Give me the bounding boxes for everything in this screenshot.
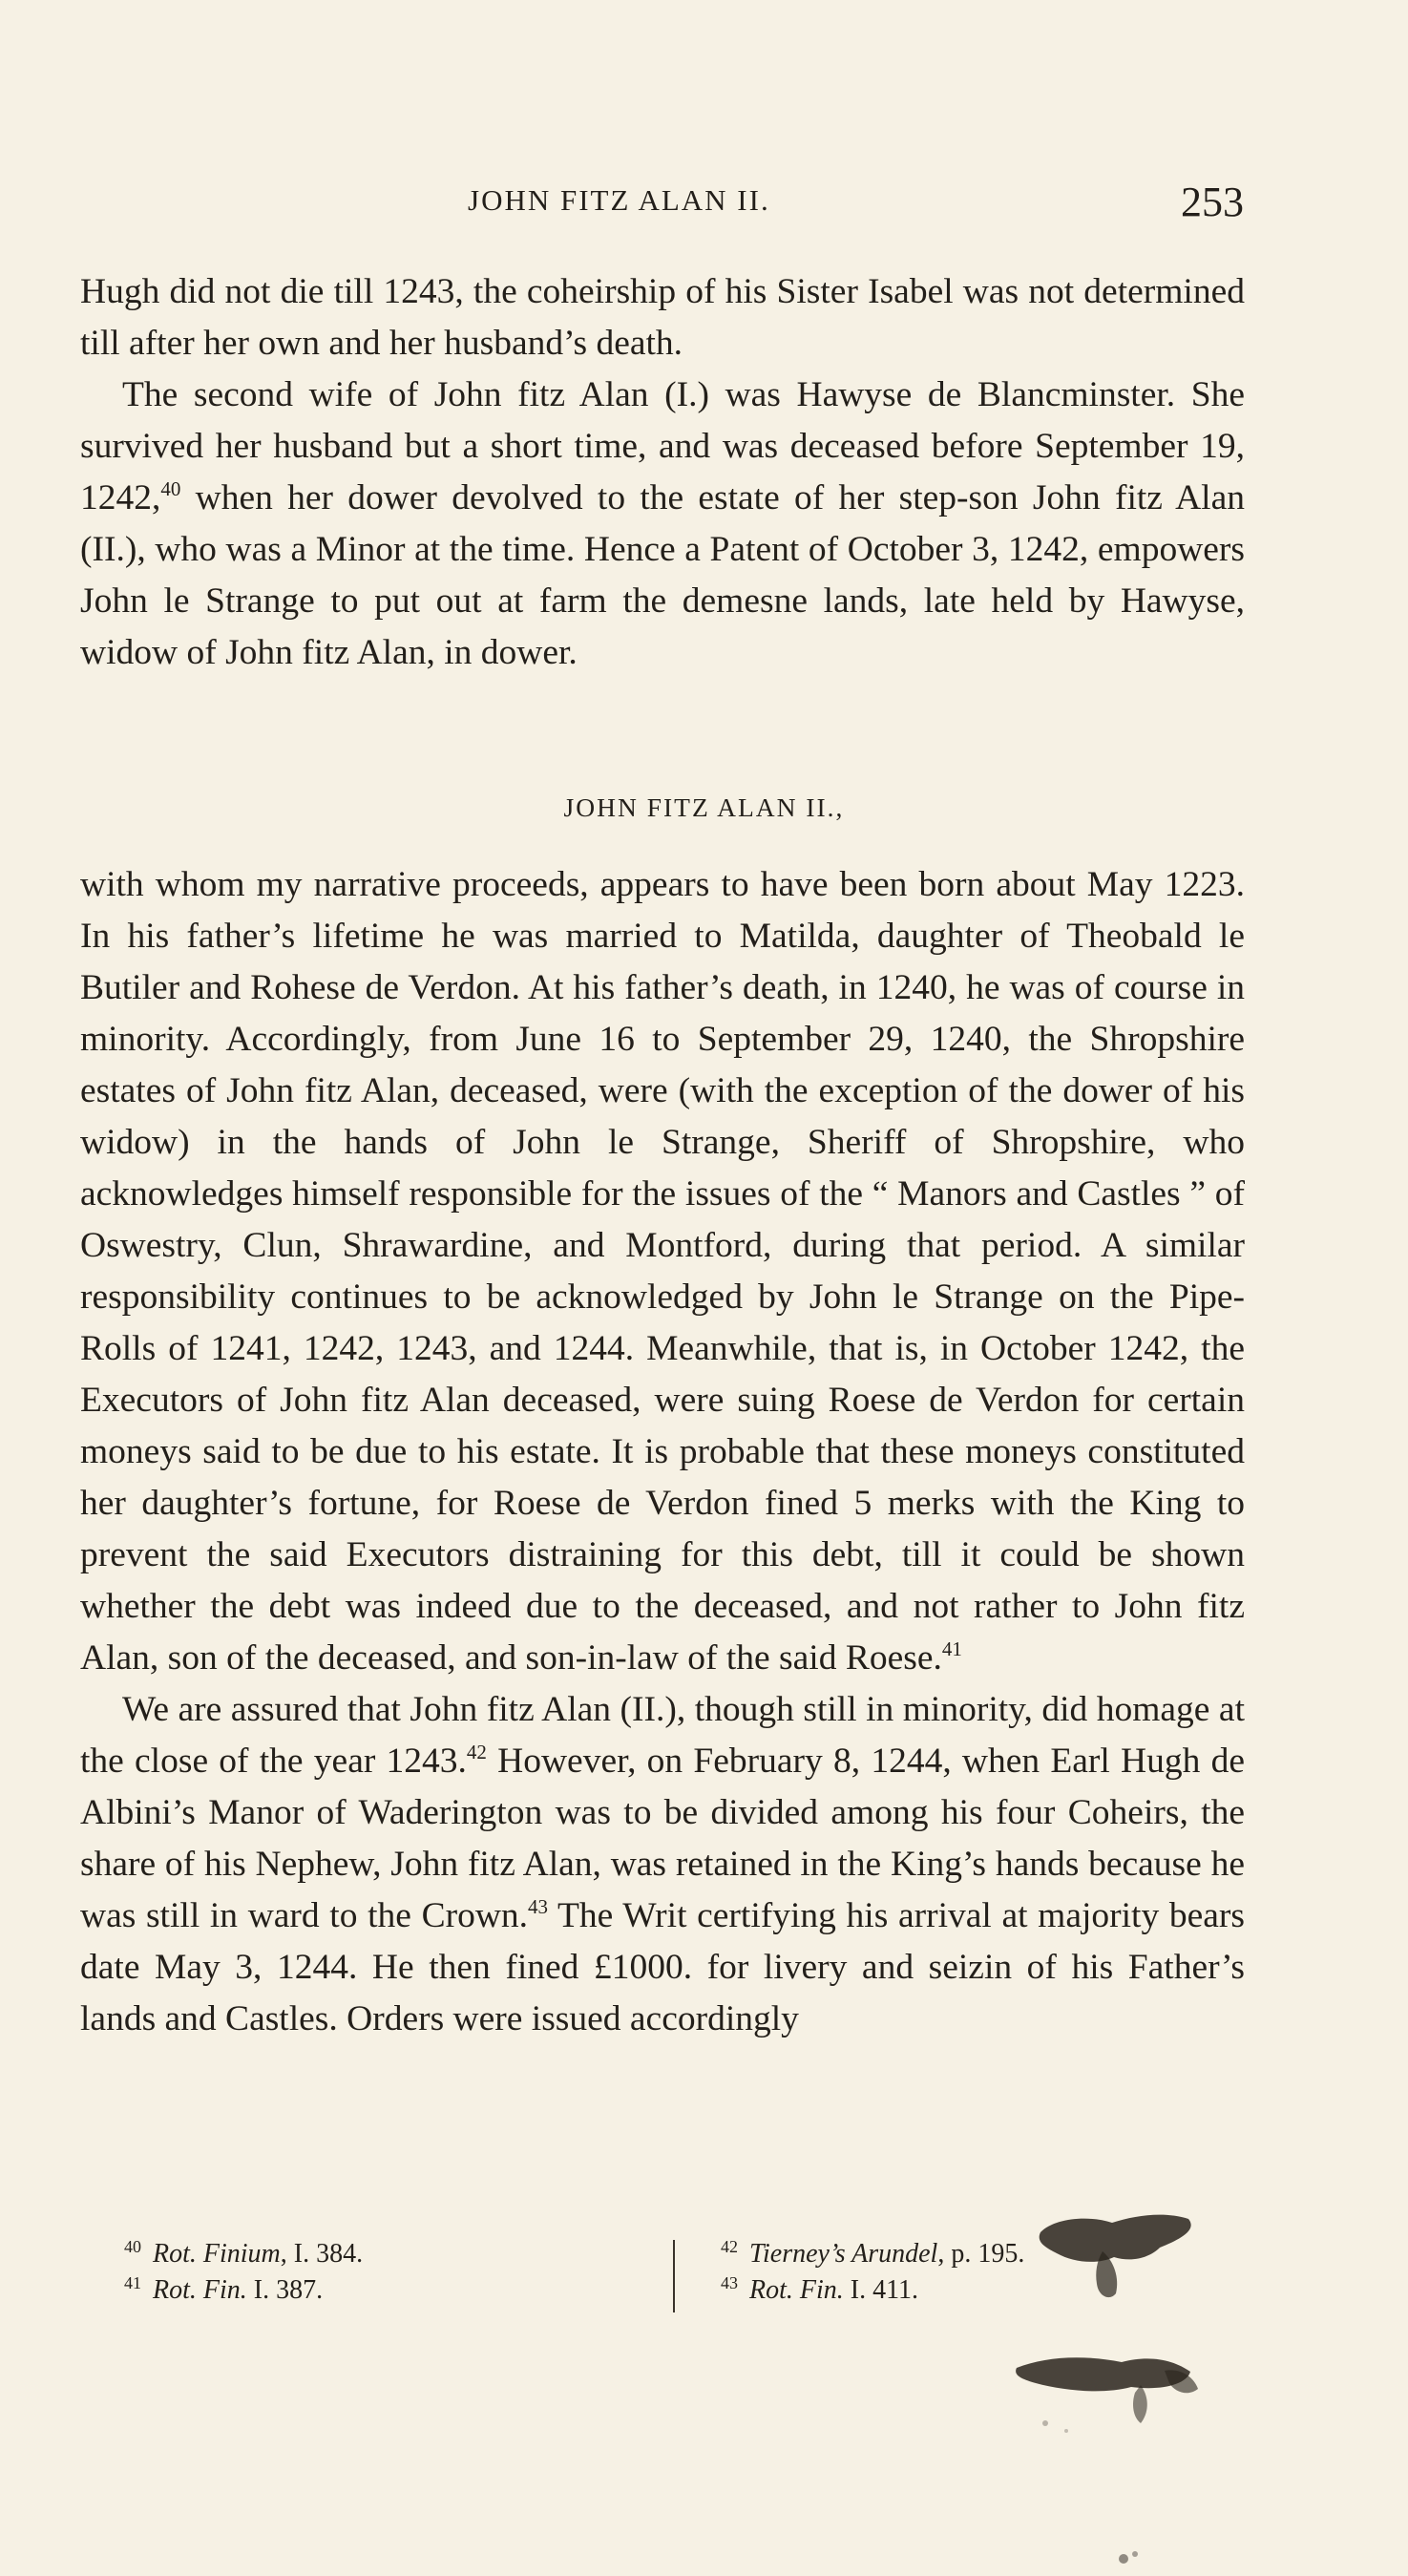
paragraph-second-wife-text-continued: when her dower devolved to the estate of her step-son John fitz Alan (II.), who was a Minor at the time. Hence a Patent of October 3, 1242, empowers John le Strange to put out at farm the demesne lands, late held by Hawyse, widow of John fitz Alan, in dower. [80, 478, 1245, 672]
main-text [80, 859, 1245, 2045]
paragraph-homage-text-a: We are assured that John fitz Alan (II.), though still in minority, did homage at the close of the year 1243. [80, 1690, 1245, 1781]
footnote-reference: I. 387. [246, 2275, 324, 2305]
footnote-ref-40[interactable]: 40 [160, 477, 181, 500]
paragraph-homage-text-c: The Writ certifying his arrival at majority bears date May 3, 1244. He then fined £1000. for livery and seizin of his Father’s lands and Castles. Orders were issued accordingly [80, 1896, 1245, 2038]
footnote-source: Rot. Finium [153, 2239, 281, 2269]
paragraph-homage-text-b: However, on February 8, 1244, when Earl Hugh de Albini’s Manor of Waderington was to be divided among his four Coheirs, the share of his Nephew, John fitz Alan, was retained in the King’s hands because he was still in ward to the Crown. [80, 1742, 1245, 1935]
footnote-reference: I. 411. [843, 2275, 919, 2305]
footnote-mark: 41 [124, 2273, 141, 2292]
footnote-40 [124, 2236, 363, 2272]
ink-specks [1112, 2544, 1150, 2568]
footnote-column-divider [673, 2240, 675, 2312]
section-heading: JOHN FITZ ALAN II., [563, 792, 845, 822]
paragraph-narrative [80, 859, 1245, 1684]
footnote-42 [721, 2236, 1024, 2272]
footnote-source: Rot. Fin. [153, 2275, 247, 2305]
footnotes-left-column [124, 2236, 363, 2309]
paragraph-second-wife [80, 370, 1245, 679]
footnote-mark: 42 [721, 2237, 738, 2256]
footnote-reference: , I. 384. [280, 2239, 364, 2269]
paragraph-coheirship: Hugh did not die till 1243, the coheirship of his Sister Isabel was not determined till after her own and her husband’s death. [80, 272, 1245, 363]
footnotes-right-column [721, 2236, 1024, 2309]
ink-smudge [1007, 2194, 1236, 2433]
footnote-source: Tierney’s Arundel [749, 2239, 938, 2269]
footnote-43 [721, 2272, 1024, 2309]
footnote-mark: 40 [124, 2237, 141, 2256]
footnote-ref-41[interactable]: 41 [941, 1637, 962, 1660]
paragraph-narrative-text: with whom my narrative proceeds, appears to have been born about May 1223. In his father’s lifetime he was married to Matilda, daughter of Theobald le Butiler and Rohese de Verdon. At his father’s death, in 1240, he was of course in minority. Accordingly, from June 16 to September 29, 1240, the Shropshire estates of John fitz Alan, deceased, were (with the exception of the dower of his widow) in the hands of John le Strange, Sheriff of Shropshire, who acknowledges himself responsible for the issues of the “ Manors and Castles ” of Oswestry, Clun, Shrawardine, and Montford, during that period. A similar responsibility continues to be acknowledged by John le Strange on the Pipe-Rolls of 1241, 1242, 1243, and 1244. Meanwhile, that is, in October 1242, the Executors of John fitz Alan deceased, were suing Roese de Verdon for certain moneys said to be due to his estate. It is probable that these moneys constituted her daughter’s fortune, for Roese de Verdon fined 5 merks with the King to prevent the said Executors distraining for this debt, till it could be shown whether the debt was indeed due to the deceased, and not rather to John fitz Alan, son of the deceased, and son-in-law of the said Roese. [80, 865, 1245, 1678]
paragraph-second-wife-text: The second wife of John fitz Alan (I.) was Hawyse de Blancminster. She survived her husband but a short time, and was deceased before September 19, 1242, [80, 375, 1245, 517]
paragraph-homage [80, 1684, 1245, 2045]
footnote-source: Rot. Fin. [749, 2275, 844, 2305]
footnote-mark: 43 [721, 2273, 738, 2292]
intro-text [80, 266, 1245, 679]
page-number: 253 [1181, 179, 1244, 225]
footnote-ref-43[interactable]: 43 [528, 1895, 549, 1918]
footnote-reference: , p. 195. [937, 2239, 1025, 2269]
running-title: JOHN FITZ ALAN II. [468, 183, 770, 217]
footnote-41 [124, 2272, 363, 2309]
running-head [0, 178, 1408, 225]
footnote-ref-42[interactable]: 42 [466, 1741, 487, 1763]
